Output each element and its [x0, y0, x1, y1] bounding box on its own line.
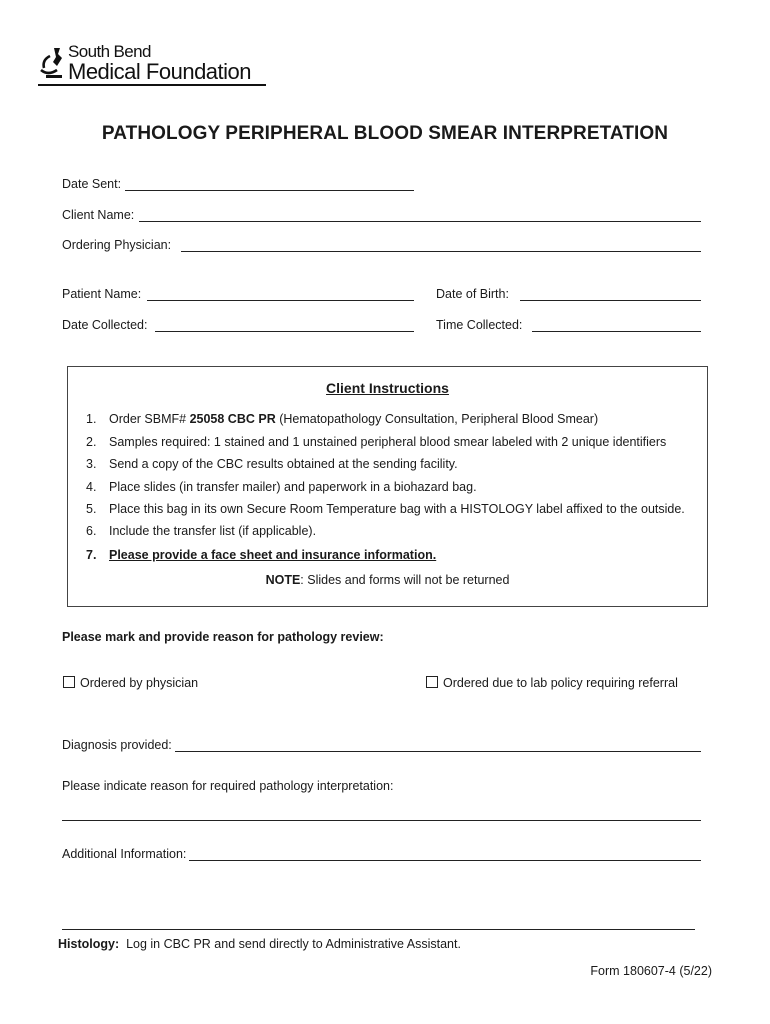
instruction-item-7: Please provide a face sheet and insurance information.	[109, 548, 437, 562]
instruction-number: 5.	[86, 502, 97, 516]
instruction-item-3: Send a copy of the CBC results obtained at the sending facility.	[109, 457, 458, 471]
client-name-field[interactable]	[139, 221, 701, 222]
time-collected-label: Time Collected:	[436, 318, 523, 332]
instruction-item-1-code: 25058 CBC PR	[189, 412, 276, 426]
reason-label: Please indicate reason for required pathology interpretation:	[62, 779, 394, 793]
note	[68, 573, 707, 587]
instruction-number: 3.	[86, 457, 97, 471]
histology-text: Log in CBC PR and send directly to Administrative Assistant.	[126, 937, 461, 951]
patient-name-field[interactable]	[147, 300, 414, 301]
instruction-item-6: Include the transfer list (if applicable).	[109, 524, 317, 538]
date-sent-label: Date Sent:	[62, 177, 122, 191]
ordering-physician-field[interactable]	[181, 251, 701, 252]
instruction-item-1-desc: (Hematopathology Consultation, Peripheral Blood Smear)	[275, 412, 599, 426]
instruction-item-1-text: Order SBMF#	[109, 412, 190, 426]
instruction-item-2: Samples required: 1 stained and 1 unstained peripheral blood smear labeled with 2 unique identifiers	[109, 435, 667, 449]
instruction-item-4: Place slides (in transfer mailer) and paperwork in a biohazard bag.	[109, 480, 477, 494]
client-instructions-box	[67, 366, 708, 607]
reason-field[interactable]	[62, 820, 701, 821]
ordered-lab-policy-label: Ordered due to lab policy requiring referral	[443, 676, 678, 690]
additional-info-field[interactable]	[189, 860, 701, 861]
logo-line1: South Bend	[68, 42, 151, 61]
instruction-number: 2.	[86, 435, 97, 449]
client-name-label: Client Name:	[62, 208, 135, 222]
note-text: : Slides and forms will not be returned	[300, 573, 510, 587]
logo-underline	[38, 84, 266, 86]
logo	[38, 42, 270, 88]
ordered-lab-policy-checkbox[interactable]	[426, 676, 438, 688]
instruction-item-1	[109, 412, 598, 426]
review-prompt: Please mark and provide reason for pathology review:	[62, 630, 384, 644]
note-label: NOTE	[265, 573, 301, 587]
patient-name-label: Patient Name:	[62, 287, 142, 301]
time-collected-field[interactable]	[532, 331, 701, 332]
instruction-item-5: Place this bag in its own Secure Room Temperature bag with a HISTOLOGY label affixed to the outside.	[109, 502, 685, 516]
ordering-physician-label: Ordering Physician:	[62, 238, 172, 252]
date-collected-field[interactable]	[155, 331, 414, 332]
histology-note	[58, 937, 461, 951]
client-instructions-heading: Client Instructions	[326, 380, 449, 396]
signature-line[interactable]	[62, 929, 695, 930]
instruction-number: 4.	[86, 480, 97, 494]
instruction-number: 7.	[86, 548, 97, 562]
page-title: PATHOLOGY PERIPHERAL BLOOD SMEAR INTERPRETATION	[101, 123, 669, 144]
instruction-number: 6.	[86, 524, 97, 538]
additional-info-label: Additional Information:	[62, 847, 187, 861]
instruction-number: 1.	[86, 412, 97, 426]
date-of-birth-field[interactable]	[520, 300, 701, 301]
diagnosis-label: Diagnosis provided:	[62, 738, 172, 752]
form-number: Form 180607-4 (5/22)	[590, 964, 712, 978]
date-collected-label: Date Collected:	[62, 318, 148, 332]
ordered-by-physician-label: Ordered by physician	[80, 676, 199, 690]
date-of-birth-label: Date of Birth:	[436, 287, 509, 301]
diagnosis-field[interactable]	[175, 751, 701, 752]
logo-line2: Medical Foundation	[68, 59, 252, 84]
microscope-icon	[38, 46, 68, 84]
histology-label: Histology:	[58, 937, 120, 951]
ordered-by-physician-checkbox[interactable]	[63, 676, 75, 688]
date-sent-field[interactable]	[125, 190, 414, 191]
